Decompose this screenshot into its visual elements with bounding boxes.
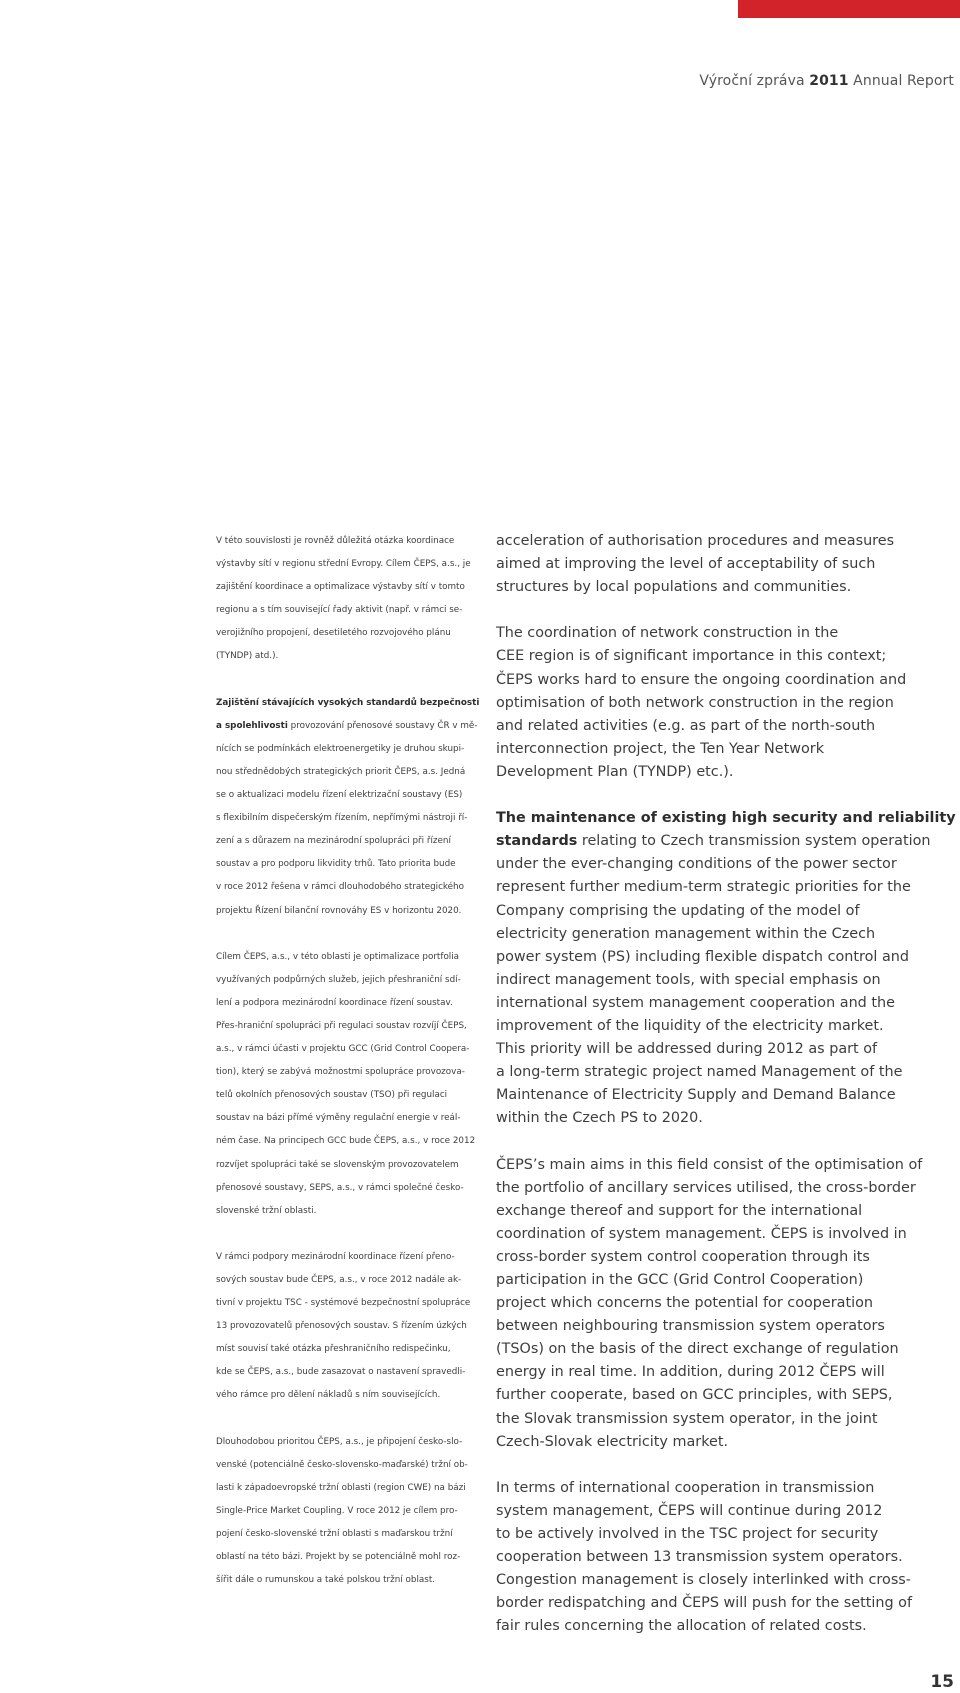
cz-paragraph-3 [216,946,480,1223]
cz-paragraph-2 [216,692,480,923]
page-number: 15 [930,1672,954,1692]
en-paragraph-3 [496,807,956,1130]
text-line: telů okolních přenosových soustav (TSO) při regulaci [216,1090,448,1101]
running-header [699,73,954,89]
en-p3-inline-rest: relating to Czech transmission system operation [577,833,931,850]
text-line: (TYNDP) atd.). [216,651,279,662]
text-line: under the ever-changing conditions of the power sector [496,856,897,873]
text-line: to be actively involved in the TSC project for security [496,1526,879,1543]
text-line: exchange thereof and support for the international [496,1202,863,1219]
text-line: rozvíjet spolupráci také se slovenským provozovatelem [216,1159,459,1170]
text-line: system management, ČEPS will continue during 2012 [496,1502,883,1519]
text-line: regionu a s tím související řady aktivit (např. v rámci se- [216,605,463,616]
text-line: (TSOs) on the basis of the direct exchange of regulation [496,1341,899,1358]
text-line: Přes-hraniční spolupráci při regulaci soustav rozvíjí ČEPS, [216,1020,467,1031]
text-line: nou střednědobých strategických priorit ČEPS, a.s. Jedná [216,766,466,777]
accent-bar [738,0,960,18]
text-line: Cílem ČEPS, a.s., v této oblasti je optimalizace portfolia [216,951,460,962]
text-line: acceleration of authorisation procedures and measures [496,533,895,549]
header-year: 2011 [809,73,849,89]
text-line: ČEPS works hard to ensure the ongoing coordination and [496,671,907,688]
english-column [496,530,956,1639]
text-line: soustav na bázi přímé výměny regulační energie v reál- [216,1113,461,1124]
text-line: international system management cooperation and the [496,994,895,1011]
cz-paragraph-2-body [216,738,480,923]
text-line: kde se ČEPS, a.s., bude zasazovat o nastavení spravedli- [216,1367,466,1378]
header-suffix: Annual Report [853,73,954,89]
text-line: the portfolio of ancillary services utilised, the cross-border [496,1179,916,1196]
text-line: lení a podpora mezinárodní koordinace řízení soustav. [216,997,453,1008]
en-paragraph-2 [496,622,956,784]
text-line: v roce 2012 řešena v rámci dlouhodobého strategického [216,882,464,893]
en-p3-bold-heading: The maintenance of existing high security and reliability [496,810,956,827]
text-line: soustav a pro podporu likvidity trhů. Tato priorita bude [216,859,456,870]
text-line: šířit dále o rumunskou a také polskou tržní oblast. [216,1575,436,1586]
text-line: verojižního propojení, desetiletého rozvojového plánu [216,628,451,639]
text-line: vého rámce pro dělení nákladů s ním souvisejících. [216,1390,441,1401]
cz-p2-inline-rest: provozování přenosové soustavy ČR v mě- [287,720,478,731]
text-line: structures by local populations and communities. [496,579,852,596]
text-line: se o aktualizaci modelu řízení elektrizační soustavy (ES) [216,790,463,801]
text-line: within the Czech PS to 2020. [496,1110,703,1127]
cz-p2-line [216,715,480,738]
text-line: výstavby sítí v regionu střední Evropy. Cílem ČEPS, a.s., je [216,559,471,570]
text-line: V rámci podpory mezinárodní koordinace řízení přeno- [216,1251,455,1262]
text-line: Single-Price Market Coupling. V roce 2012 je cílem pro- [216,1505,458,1516]
czech-column [216,530,480,1592]
text-line: venské (potenciálně česko-slovensko-maďarské) tržní ob- [216,1459,468,1470]
text-line: tion), který se zabývá možnostmi spolupráce provozova- [216,1067,465,1078]
text-line: improvement of the liquidity of the electricity market. [496,1017,884,1034]
text-line: Maintenance of Electricity Supply and Demand Balance [496,1087,896,1104]
text-line: In terms of international cooperation in transmission [496,1479,875,1496]
text-line: pojení česko-slovenské tržní oblasti s maďarskou tržní [216,1529,453,1540]
text-line: and related activities (e.g. as part of the north-south [496,717,876,734]
text-line: přenosové soustavy, SEPS, a.s., v rámci společné česko- [216,1182,464,1193]
text-line: 13 provozovatelů přenosových soustav. S řízením úzkých [216,1321,467,1332]
text-line: a long-term strategic project named Management of the [496,1064,903,1081]
text-line: Dlouhodobou prioritou ČEPS, a.s., je připojení česko-slo- [216,1436,463,1447]
text-line: využívaných podpůrných služeb, jejich přeshraniční sdí- [216,974,461,985]
text-line: border redispatching and ČEPS will push for the setting of [496,1595,913,1612]
text-line: ČEPS’s main aims in this field consist of the optimisation of [496,1156,923,1173]
text-line: cross-border system control cooperation through its [496,1248,870,1265]
text-line: oblastí na této bázi. Projekt by se potenciálně mohl roz- [216,1552,461,1563]
text-line: aimed at improving the level of acceptability of such [496,556,876,573]
text-line: energy in real time. In addition, during 2012 ČEPS will [496,1364,885,1381]
text-line: Company comprising the updating of the model of [496,902,860,919]
text-line: electricity generation management within the Czech [496,925,876,942]
text-line: cooperation between 13 transmission system operators. [496,1549,903,1566]
text-line: slovenské tržní oblasti. [216,1205,317,1216]
text-line: further cooperate, based on GCC principles, with SEPS, [496,1387,893,1404]
text-line: nících se podmínkách elektroenergetiky je druhou skupi- [216,743,465,754]
text-line: Congestion management is closely interlinked with cross- [496,1572,911,1589]
cz-paragraph-4 [216,1246,480,1408]
text-line: project which concerns the potential for cooperation [496,1295,874,1312]
text-line: fair rules concerning the allocation of related costs. [496,1618,867,1635]
text-line: the Slovak transmission system operator, in the joint [496,1410,878,1427]
text-line: This priority will be addressed during 2012 as part of [496,1041,878,1058]
text-line: zení a s důrazem na mezinárodní spolupráci při řízení [216,836,451,847]
en-p3-line [496,830,956,853]
text-line: zajištění koordinace a optimalizace výstavby sítí v tomto [216,582,465,593]
text-line: participation in the GCC (Grid Control Cooperation) [496,1272,864,1288]
header-prefix: Výroční zpráva [699,73,805,89]
text-line: between neighbouring transmission system operators [496,1318,885,1335]
text-line: míst souvisí také otázka přeshraničního redispečinku, [216,1344,451,1355]
text-line: indirect management tools, with special emphasis on [496,971,881,988]
text-line: projektu Řízení bilanční rovnováhy ES v horizontu 2020. [216,905,462,916]
text-line: Development Plan (TYNDP) etc.). [496,763,734,780]
text-line: The coordination of network construction in the [496,625,839,642]
en-p3-bold-inline: standards [496,833,578,850]
en-paragraph-5 [496,1477,956,1639]
en-paragraph-4 [496,1154,956,1454]
text-line: Czech-Slovak electricity market. [496,1433,729,1450]
cz-p2-bold-heading: Zajištění stávajících vysokých standardů bezpečnosti [216,697,480,708]
text-line: interconnection project, the Ten Year Network [496,740,825,757]
text-line: optimisation of both network construction in the region [496,694,894,711]
en-paragraph-3-body [496,853,956,1130]
text-line: a.s., v rámci účasti v projektu GCC (Grid Control Coopera- [216,1044,470,1055]
text-line: tivní v projektu TSC - systémové bezpečnostní spolupráce [216,1298,471,1309]
cz-paragraph-5 [216,1431,480,1593]
text-line: power system (PS) including flexible dispatch control and [496,948,910,965]
text-line: represent further medium-term strategic priorities for the [496,879,911,896]
text-line: sových soustav bude ČEPS, a.s., v roce 2012 nadále ak- [216,1275,462,1285]
en-paragraph-1 [496,530,956,599]
cz-p2-bold-inline: a spolehlivosti [216,720,288,731]
text-line: coordination of system management. ČEPS is involved in [496,1225,907,1242]
text-line: ném čase. Na principech GCC bude ČEPS, a.s., v roce 2012 [216,1136,476,1147]
text-line: V této souvislosti je rovněž důležitá otázka koordinace [216,536,455,546]
cz-paragraph-1 [216,530,480,669]
text-line: lasti k západoevropské tržní oblasti (region CWE) na bázi [216,1482,466,1493]
text-line: s flexibilním dispečerským řízením, nepřímými nástroji ří- [216,813,468,824]
text-line: CEE region is of significant importance in this context; [496,648,887,665]
